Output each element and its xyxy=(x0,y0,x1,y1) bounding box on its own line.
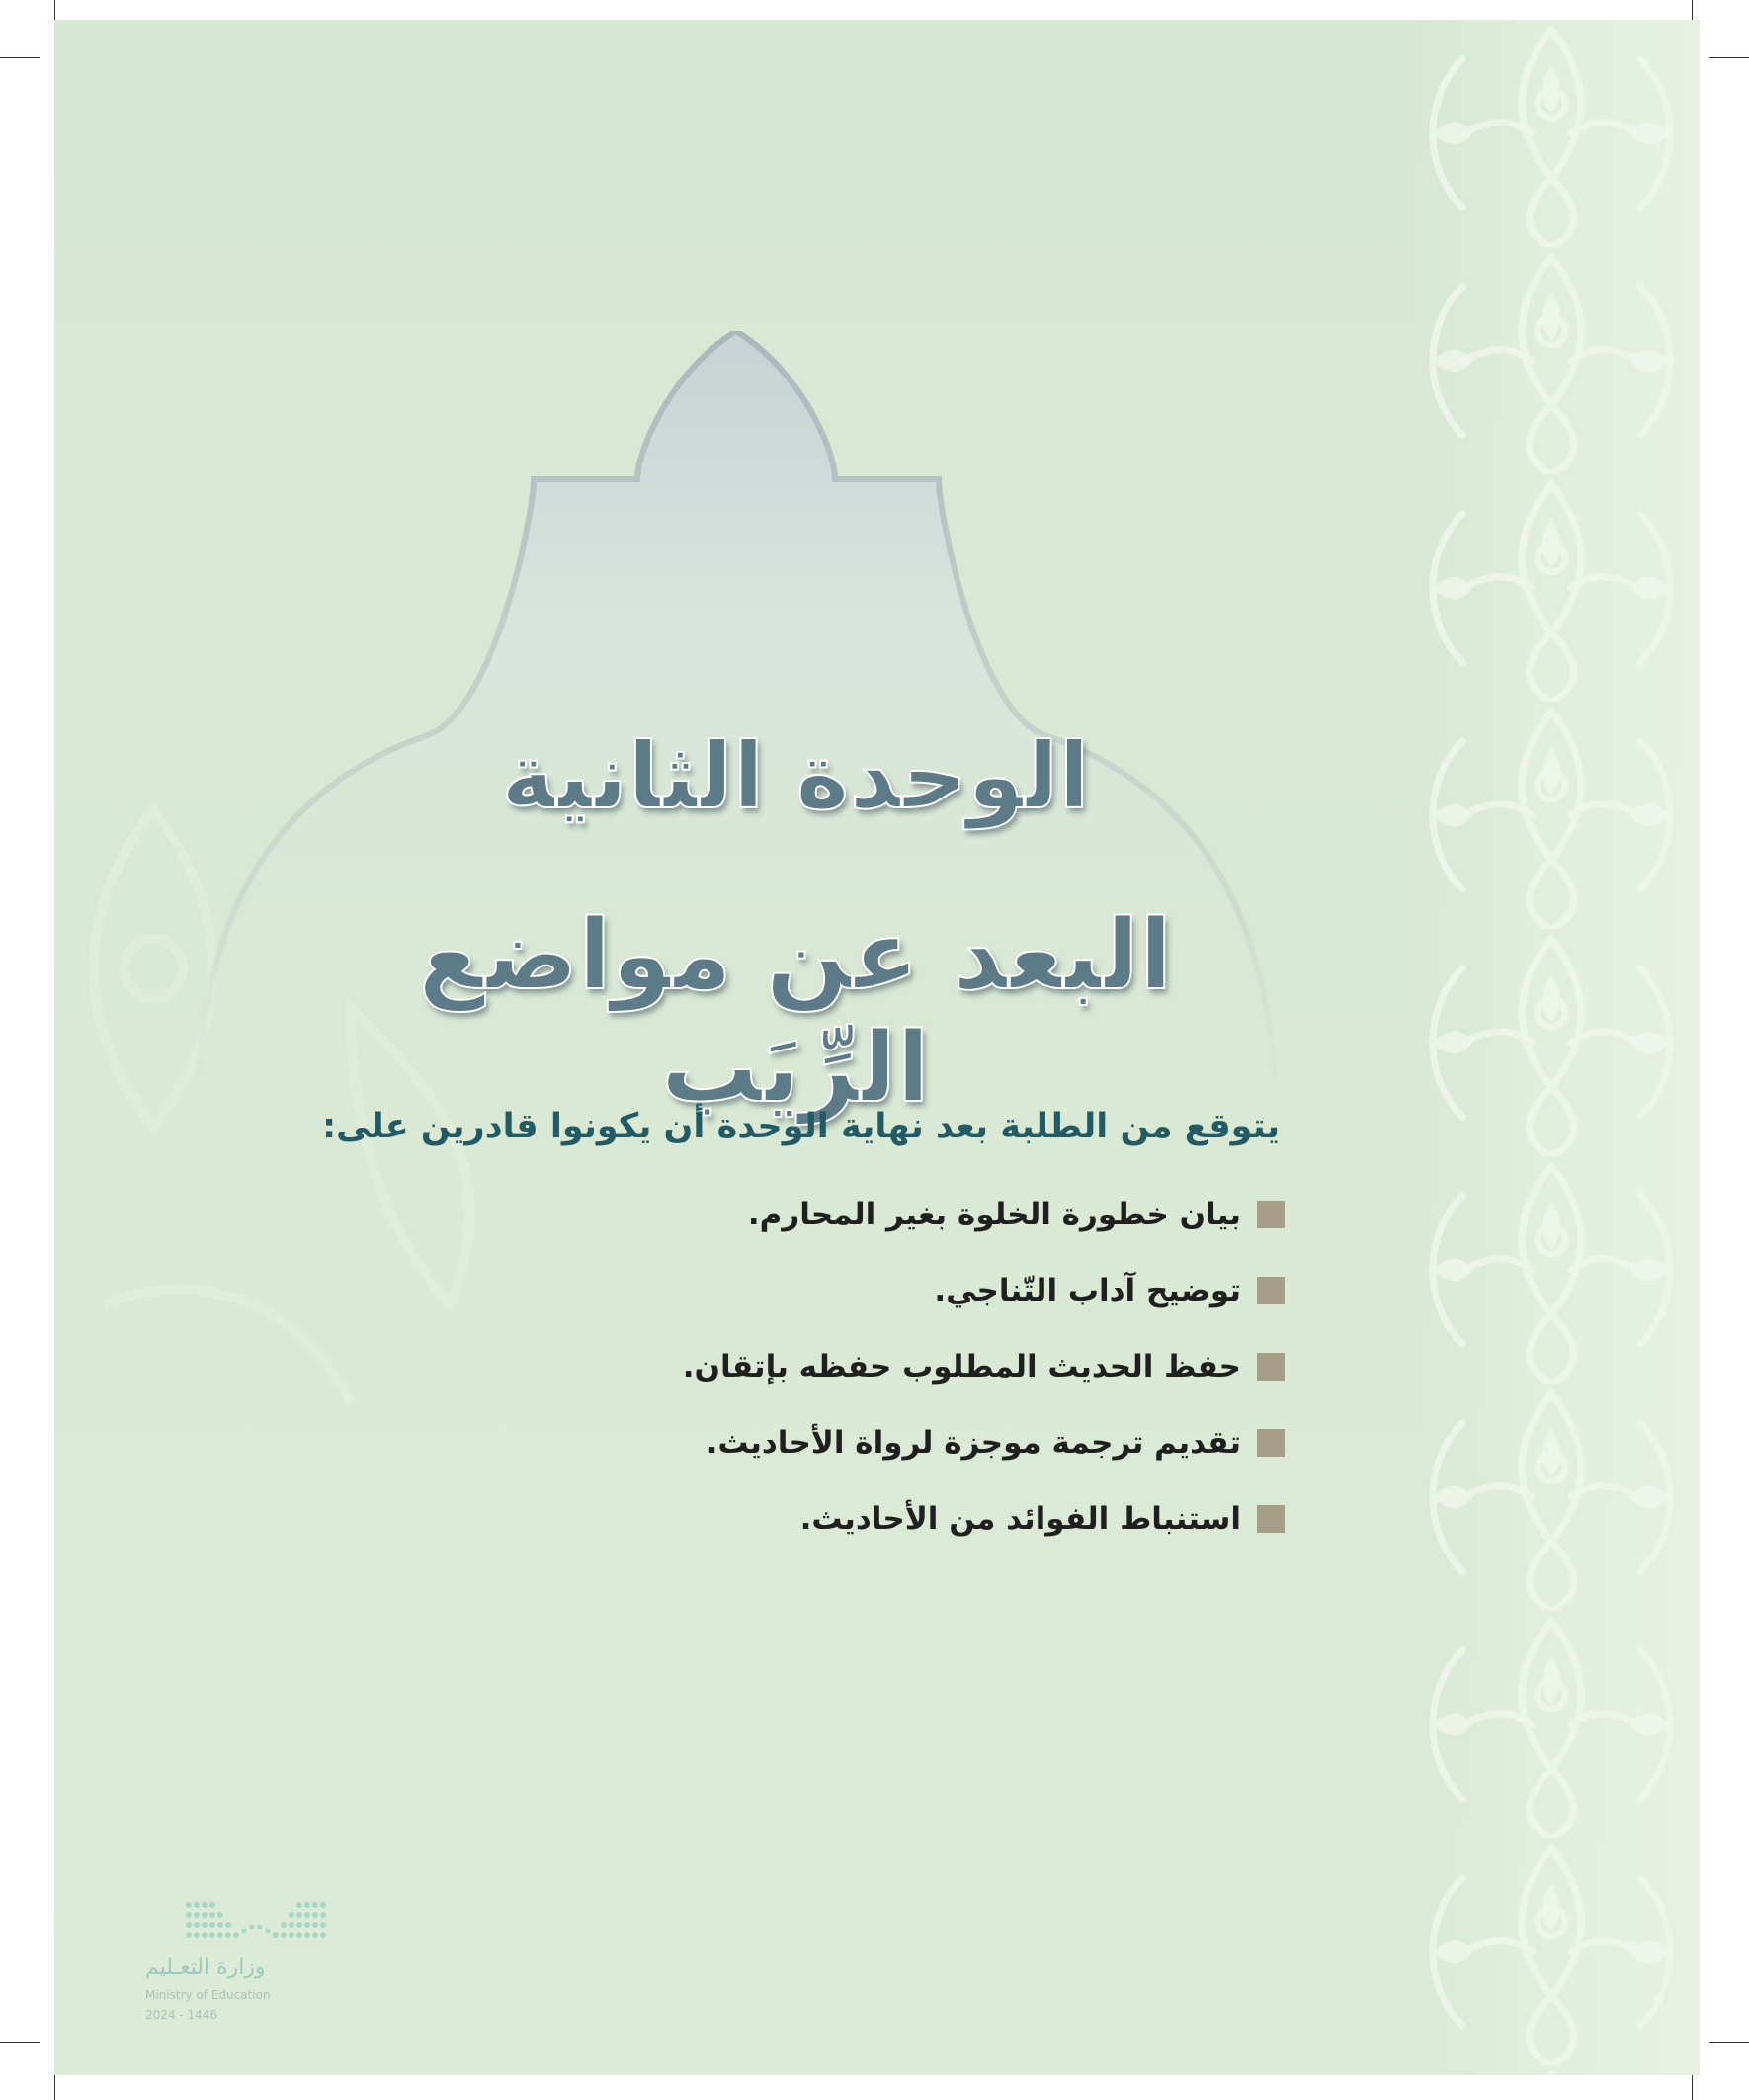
objective-item xyxy=(534,1176,1285,1252)
edition-year: 2024 - 1446 xyxy=(145,2008,218,2022)
square-bullet-icon xyxy=(1257,1277,1285,1304)
square-bullet-icon xyxy=(1257,1201,1285,1228)
objective-item xyxy=(534,1404,1285,1480)
ministry-name-arabic: وزارة التعـليم xyxy=(145,1955,266,1979)
crop-mark xyxy=(1709,2042,1749,2043)
arabesque-ornament xyxy=(1403,20,1700,2075)
objective-text: حفظ الحديث المطلوب حفظه بإتقان. xyxy=(682,1348,1241,1385)
crop-mark xyxy=(0,2042,40,2043)
square-bullet-icon xyxy=(1257,1505,1285,1533)
learning-outcomes-intro: يتوقع من الطلبة بعد نهاية الوحدة أن يكونوا قادرين على: xyxy=(322,1107,1280,1146)
crop-mark xyxy=(0,57,40,58)
square-bullet-icon xyxy=(1257,1353,1285,1381)
unit-cover-page xyxy=(54,20,1700,2075)
ministry-logo xyxy=(101,1897,308,2056)
square-bullet-icon xyxy=(1257,1429,1285,1457)
learning-objectives-list xyxy=(534,1176,1285,1556)
lesson-title: البعد عن مواضع الرِّيَب xyxy=(418,899,1173,1125)
ministry-dots-icon xyxy=(185,1897,333,1947)
objective-text: تقديم ترجمة موجزة لرواة الأحاديث. xyxy=(706,1424,1241,1461)
objective-item xyxy=(534,1328,1285,1404)
objective-item xyxy=(534,1252,1285,1328)
objective-item xyxy=(534,1480,1285,1556)
unit-title: الوحدة الثانية xyxy=(501,723,1090,829)
objective-text: بيان خطورة الخلوة بغير المحارم. xyxy=(747,1196,1241,1232)
crop-mark xyxy=(1709,57,1749,58)
ministry-name-english: Ministry of Education xyxy=(145,1988,271,2002)
objective-text: توضيح آداب التّناجي. xyxy=(934,1272,1241,1308)
objective-text: استنباط الفوائد من الأحاديث. xyxy=(799,1500,1241,1537)
